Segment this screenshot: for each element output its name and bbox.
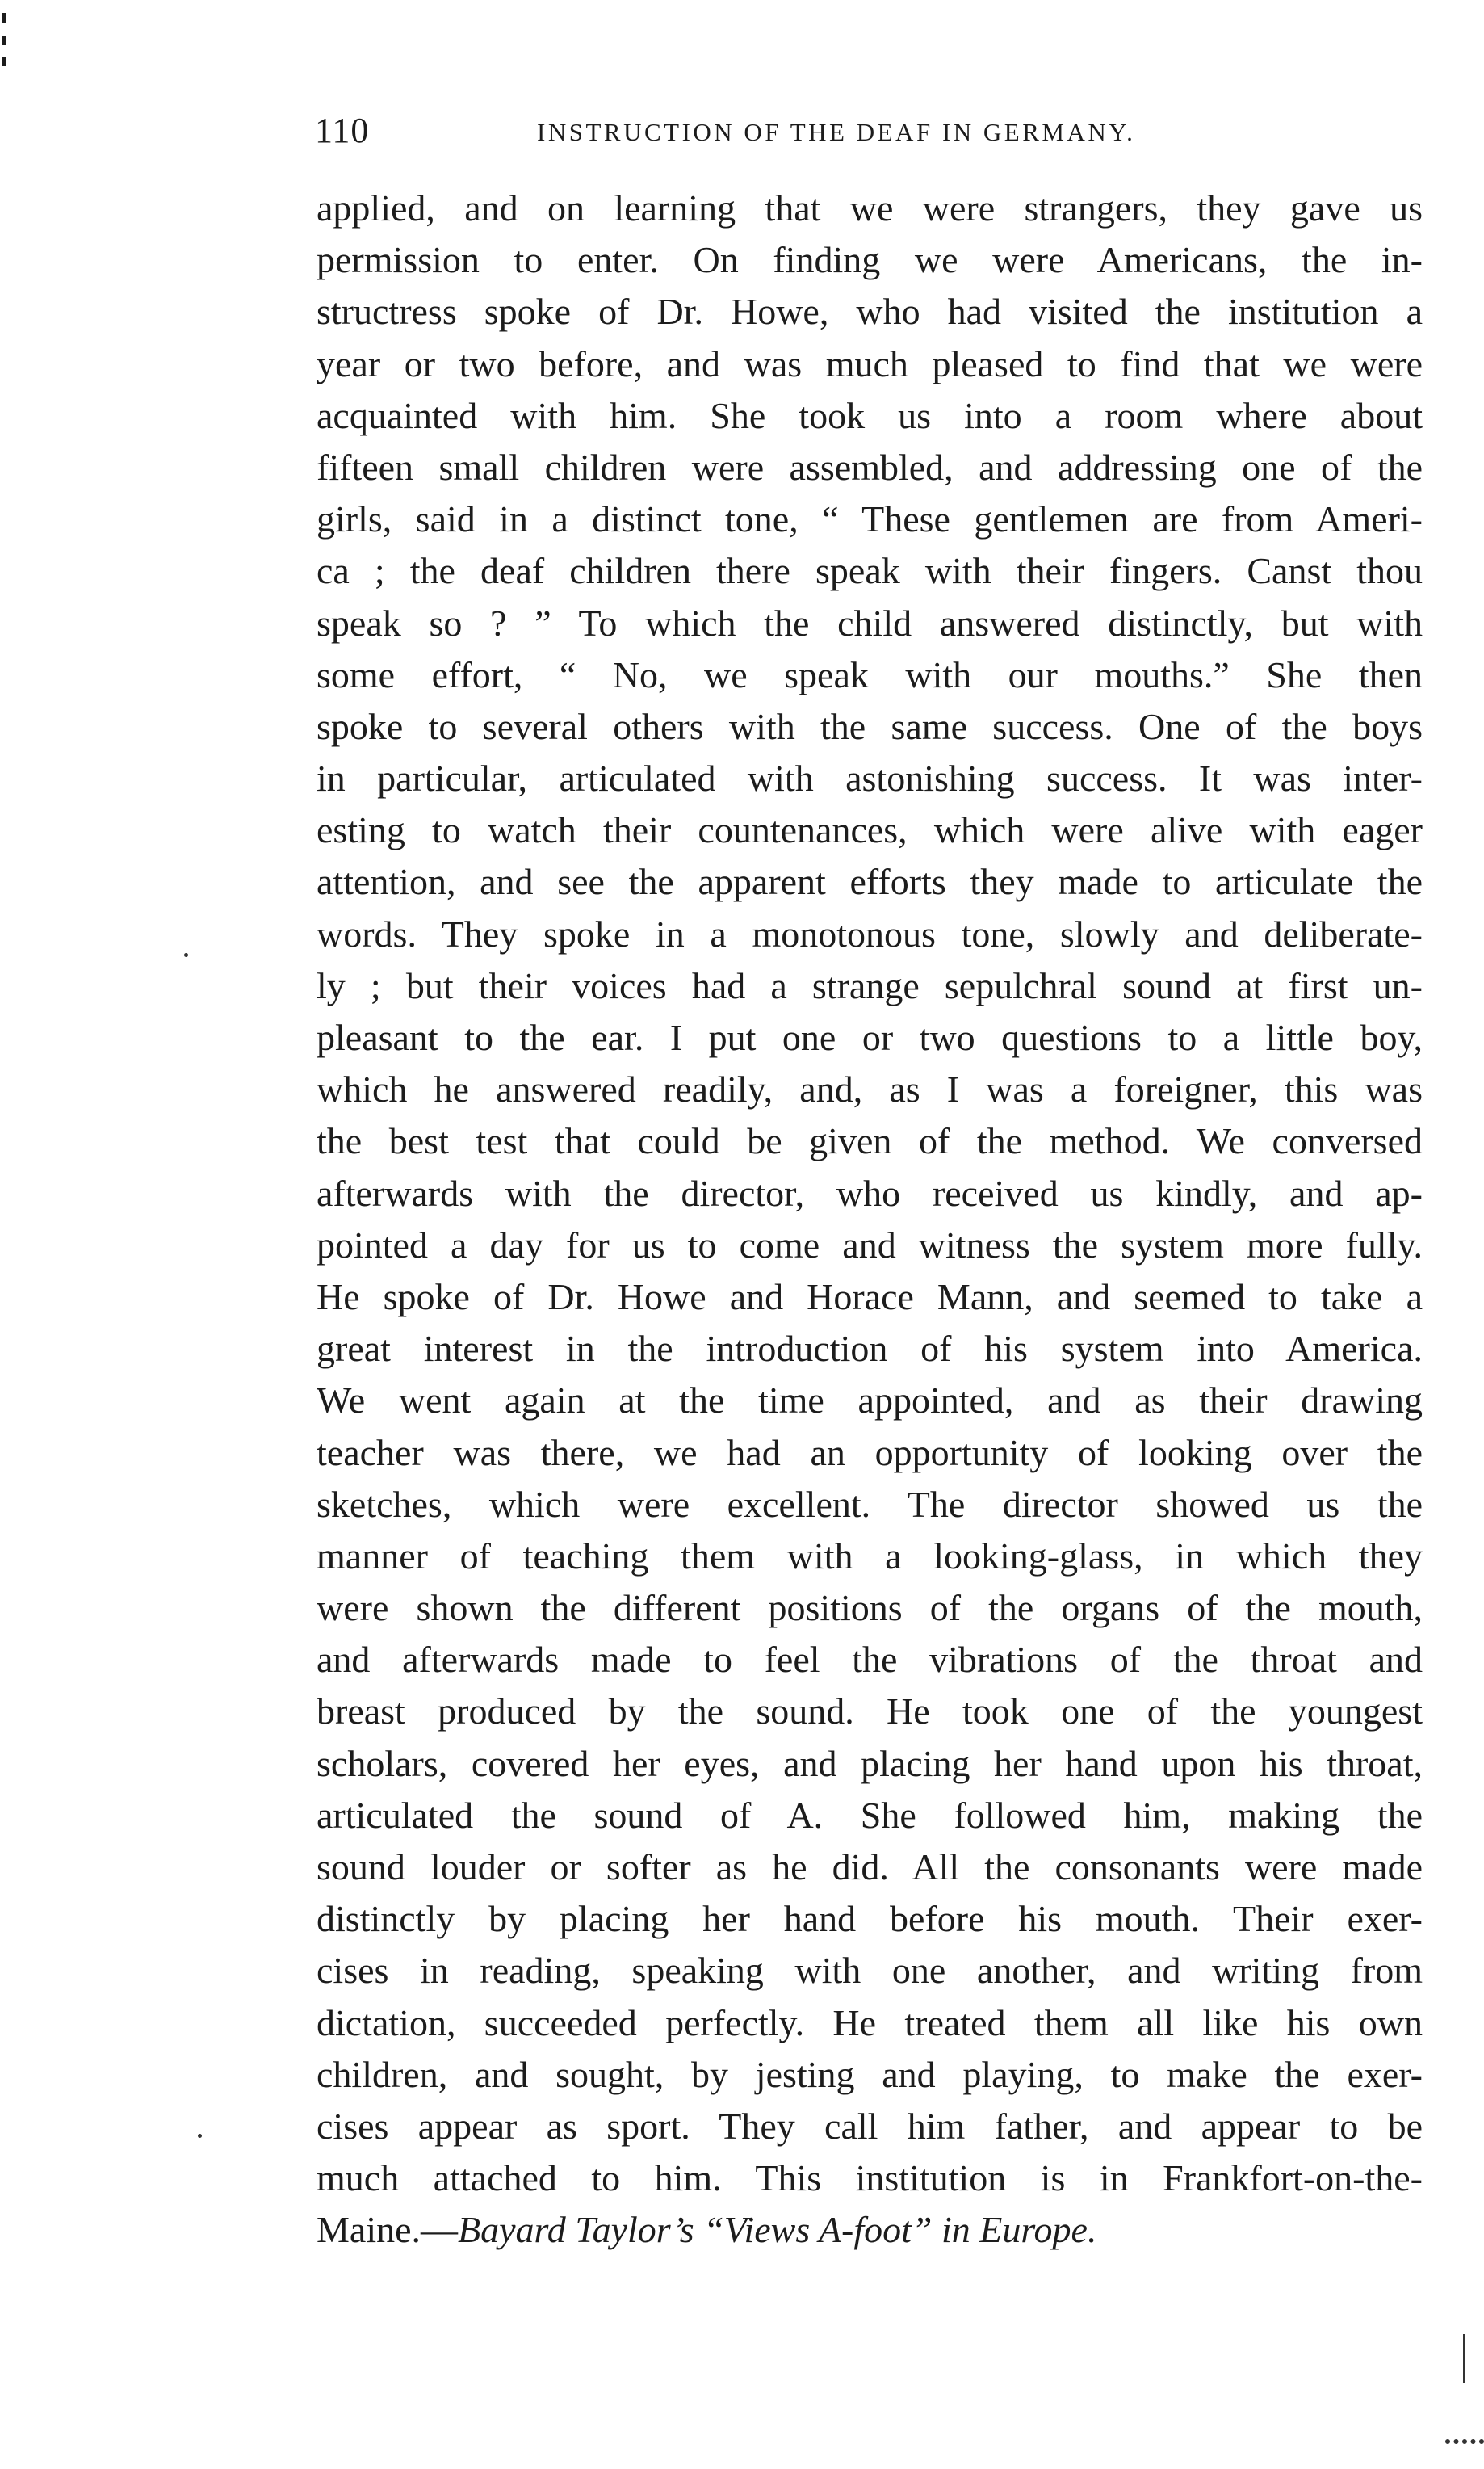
running-head — [315, 107, 1478, 155]
text-line: children, and sought, by jesting and playing, to make the exer- — [317, 2053, 1423, 2095]
text-line: much attached to him. This institution is in Frankfort-on-the- — [317, 2157, 1423, 2199]
margin-speck — [198, 2134, 202, 2138]
text-line: He spoke of Dr. Howe and Horace Mann, and seemed to take a — [317, 1275, 1423, 1317]
text-line: distinctly by placing her hand before his mouth. Their exer- — [317, 1898, 1423, 1940]
text-line: structress spoke of Dr. Howe, who had visited the institution a — [317, 291, 1423, 333]
text-line: articulated the sound of A. She followed him, making the — [317, 1794, 1423, 1836]
text-line: dictation, succeeded perfectly. He treated them all like his own — [317, 2001, 1423, 2043]
text-line: afterwards with the director, who received us kindly, and ap- — [317, 1172, 1423, 1214]
text-line: attention, and see the apparent efforts they made to articulate the — [317, 861, 1423, 903]
body-text — [317, 183, 1423, 2257]
text-line: words. They spoke in a monotonous tone, slowly and deliberate- — [317, 913, 1423, 955]
attribution-line — [317, 2204, 1423, 2256]
text-line: were shown the different positions of the organs of the mouth, — [317, 1587, 1423, 1629]
text-line: sketches, which were excellent. The director showed us the — [317, 1483, 1423, 1525]
text-line: in particular, articulated with astonishing success. It was inter- — [317, 758, 1423, 800]
scan-edge-mark — [2, 13, 6, 23]
scan-edge-mark — [1463, 2334, 1470, 2383]
text-line: pointed a day for us to come and witness the system more fully. — [317, 1224, 1423, 1266]
text-line: the best test that could be given of the method. We conversed — [317, 1120, 1423, 1162]
text-line: some effort, “ No, we speak with our mouths.” She then — [317, 653, 1423, 695]
page-number: 110 — [315, 111, 370, 150]
text-line: ly ; but their voices had a strange sepulchral sound at first un- — [317, 964, 1423, 1006]
text-line: great interest in the introduction of his system into America. — [317, 1328, 1423, 1370]
text-line: speak so ? ” To which the child answered distinctly, but with — [317, 602, 1423, 644]
attribution-source: Bayard Taylor’s “Views A-foot” in Europe. — [458, 2209, 1097, 2251]
running-title: INSTRUCTION OF THE DEAF IN GERMANY. — [537, 118, 1136, 146]
text-line: spoke to several others with the same success. One of the boys — [317, 705, 1423, 747]
text-line: cises in reading, speaking with one another, and writing from — [317, 1950, 1423, 1992]
text-line: sound louder or softer as he did. All the consonants were made — [317, 1846, 1423, 1887]
text-line: scholars, covered her eyes, and placing her hand upon his throat, — [317, 1742, 1423, 1784]
text-line: ca ; the deaf children there speak with their fingers. Canst thou — [317, 550, 1423, 592]
text-line: teacher was there, we had an opportunity of looking over the — [317, 1431, 1423, 1473]
text-line: fifteen small children were assembled, and addressing one of the — [317, 446, 1423, 488]
text-line: and afterwards made to feel the vibrations of the throat and — [317, 1639, 1423, 1681]
text-line: permission to enter. On finding we were Americans, the in- — [317, 239, 1423, 281]
text-line: year or two before, and was much pleased to find that we were — [317, 342, 1423, 384]
scan-edge-mark — [2, 57, 6, 66]
text-line: We went again at the time appointed, and as their drawing — [317, 1379, 1423, 1421]
text-line: which he answered readily, and, as I was a foreigner, this was — [317, 1069, 1423, 1111]
text-line: acquainted with him. She took us into a room where about — [317, 394, 1423, 436]
attribution-place: Maine.— — [317, 2209, 459, 2251]
text-line: applied, and on learning that we were strangers, they gave us — [317, 187, 1423, 229]
text-line: manner of teaching them with a looking-glass, in which they — [317, 1535, 1423, 1577]
text-line: esting to watch their countenances, which were alive with eager — [317, 809, 1423, 851]
text-line: breast produced by the sound. He took one of the youngest — [317, 1690, 1423, 1732]
margin-speck — [184, 953, 188, 957]
text-line: cises appear as sport. They call him father, and appear to be — [317, 2105, 1423, 2147]
scan-edge-mark — [2, 36, 6, 45]
text-line: pleasant to the ear. I put one or two questions to a little boy, — [317, 1017, 1423, 1058]
text-line: girls, said in a distinct tone, “ These gentlemen are from Ameri- — [317, 498, 1423, 540]
scan-edge-mark — [1445, 2439, 1484, 2452]
